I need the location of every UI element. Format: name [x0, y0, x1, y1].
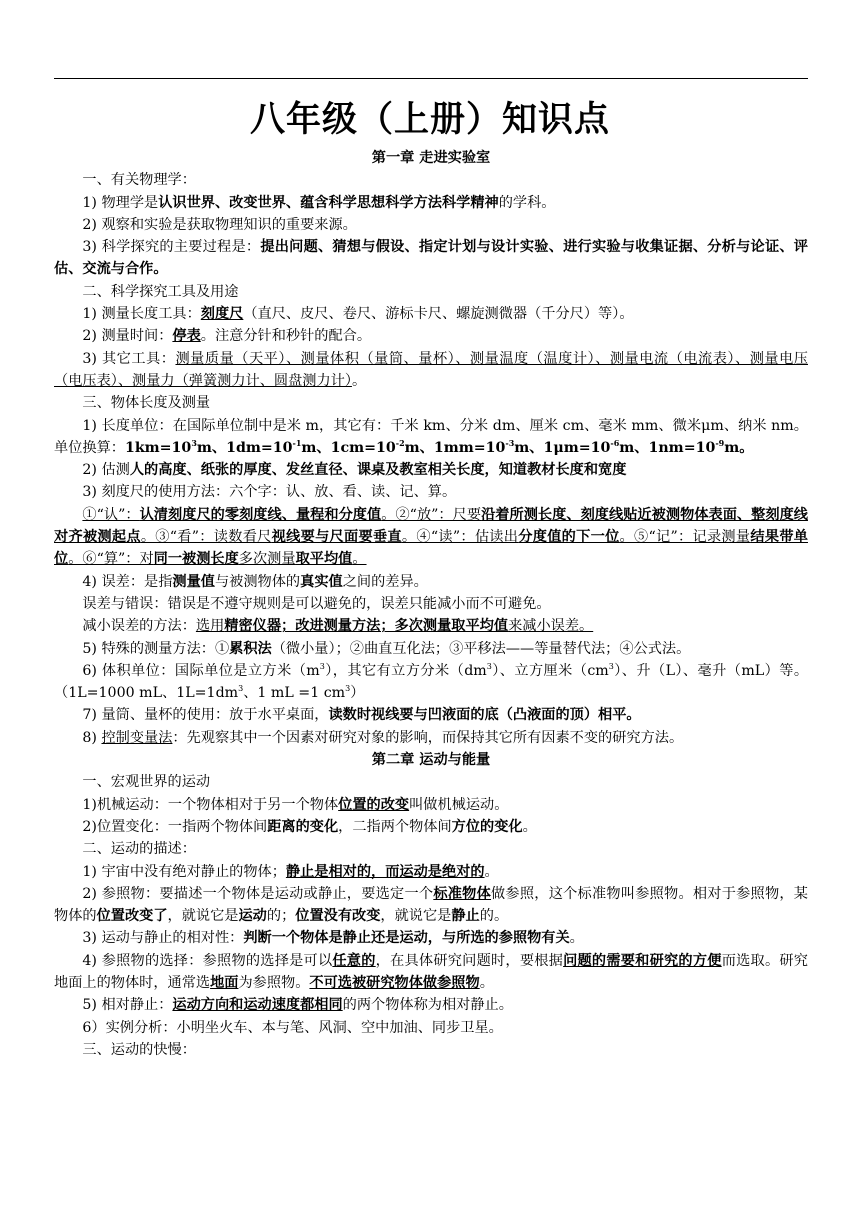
paragraph: 4) 参照物的选择：参照物的选择是可以任意的，在具体研究问题时，要根据问题的需要和研究的方便而选取。研究地面上的物体时，通常选地面为参照物。不可选被研究物体做参照物。 [54, 952, 808, 991]
paragraph: 2) 观察和实验是获取物理知识的重要来源。 [82, 216, 357, 233]
paragraph: 2) 测量时间：停表。注意分针和秒针的配合。 [82, 328, 372, 345]
paragraph: 1) 宇宙中没有绝对静止的物体；静止是相对的，而运动是绝对的。 [82, 863, 499, 880]
paragraph: ①“认”：认清刻度尺的零刻度线、量程和分度值。②“放”：尺要沿着所测长度、刻度线贴近被测物体表面、整刻度线对齐被测起点。③“看”：读数看尺视线要与尺面要垂直。④“读”：估读出分度值的下一位。⑤“记”：记录测量结果带单位。⑥“算”：对同一被测长度多次测量取平均值。 [54, 506, 808, 568]
paragraph: 2) 参照物：要描述一个物体是运动或静止，要选定一个标准物体做参照，这个标准物叫参照物。相对于参照物，某物体的位置改变了，就说它是运动的；位置没有改变，就说它是静止的。 [54, 885, 808, 925]
paragraph: 3) 科学探究的主要过程是：提出问题、猜想与假设、指定计划与设计实验、进行实验与收集证据、分析与论证、评估、交流与合作。 [54, 239, 808, 278]
paragraph: 3) 其它工具：测量质量（天平）、测量体积（量筒、量杯）、测量温度（温度计）、测量电流（电流表）、测量电压（电压表）、测量力（弹簧测力计、圆盘测力计）。 [54, 350, 808, 389]
paragraph: 5) 特殊的测量方法：①累积法（微小量）；②曲直互化法；③平移法——等量替代法；④公式法。 [82, 640, 691, 657]
section-heading: 三、物体长度及测量 [82, 395, 211, 412]
document-body [54, 147, 808, 1061]
paragraph: 误差与错误：错误是不遵守规则是可以避免的，误差只能减小而不可避免。 [82, 595, 551, 612]
section-heading: 一、宏观世界的运动 [82, 774, 211, 791]
chapter-2-heading: 第二章 运动与能量 [371, 752, 491, 769]
paragraph: 3) 刻度尺的使用方法：六个字：认、放、看、读、记、算。 [82, 484, 457, 501]
section-heading: 二、运动的描述： [82, 841, 196, 858]
paragraph: 3) 运动与静止的相对性：判断一个物体是静止还是运动，与所选的参照物有关。 [82, 930, 584, 947]
chapter-1-heading: 第一章 走进实验室 [371, 150, 491, 166]
paragraph: 1) 物理学是认识世界、改变世界、蕴含科学思想科学方法科学精神的学科。 [82, 194, 556, 211]
page-title: 八年级（上册）知识点 [249, 100, 610, 140]
paragraph: 减小误差的方法：选用精密仪器；改进测量方法；多次测量取平均值来减小误差。 [82, 618, 594, 635]
paragraph: 1)机械运动：一个物体相对于另一个物体位置的改变叫做机械运动。 [82, 796, 509, 813]
paragraph: 7) 量筒、量杯的使用：放于水平桌面，读数时视线要与凹液面的底（凸液面的顶）相平。 [82, 707, 641, 724]
paragraph: 6) 体积单位：国际单位是立方米$(m^3)$，其它有立方分米$(dm^3)$、立方厘米$(cm^3)$、升（L）、毫升（mL）等。（1L=1000 mL、$1L=1dm^3$、1 mL =1 $cm^3$） [54, 661, 809, 702]
paragraph: 5) 相对静止：运动方向和运动速度都相同的两个物体称为相对静止。 [82, 997, 513, 1014]
header-rule [54, 78, 808, 79]
paragraph: 4) 误差：是指测量值与被测物体的真实值之间的差异。 [82, 573, 428, 590]
section-heading: 三、运动的快慢： [82, 1041, 196, 1058]
paragraph: 2) 估测人的高度、纸张的厚度、发丝直径、课桌及教室相关长度，知道教材长度和宽度 [82, 462, 627, 479]
paragraph: 1) 测量长度工具：刻度尺（直尺、皮尺、卷尺、游标卡尺、螺旋测微器（千分尺）等）。 [82, 306, 634, 323]
paragraph: 2)位置变化：一指两个物体间距离的变化，二指两个物体间方位的变化。 [82, 818, 537, 835]
paragraph: 1) 长度单位：在国际单位制中是米 m，其它有：千米 km、分米 dm、厘米 cm、毫米 mm、微米μm、纳米 nm。单位换算：$1km=10^3m$、$1dm=10^{-1}m$、$1cm=10^{-2}m$、$1mm=10^{-3}m$、$1\mu m=10^{-6}m$、$1nm=10^{-9}m$。 [54, 417, 808, 456]
section-heading: 一、有关物理学： [82, 172, 196, 189]
paragraph: 6）实例分析：小明坐火车、本与笔、风洞、空中加油、同步卫星。 [82, 1019, 503, 1036]
paragraph: 8) 控制变量法：先观察其中一个因素对研究对象的影响，而保持其它所有因素不变的研究方法。 [82, 729, 684, 746]
section-heading: 二、科学探究工具及用途 [82, 283, 239, 300]
